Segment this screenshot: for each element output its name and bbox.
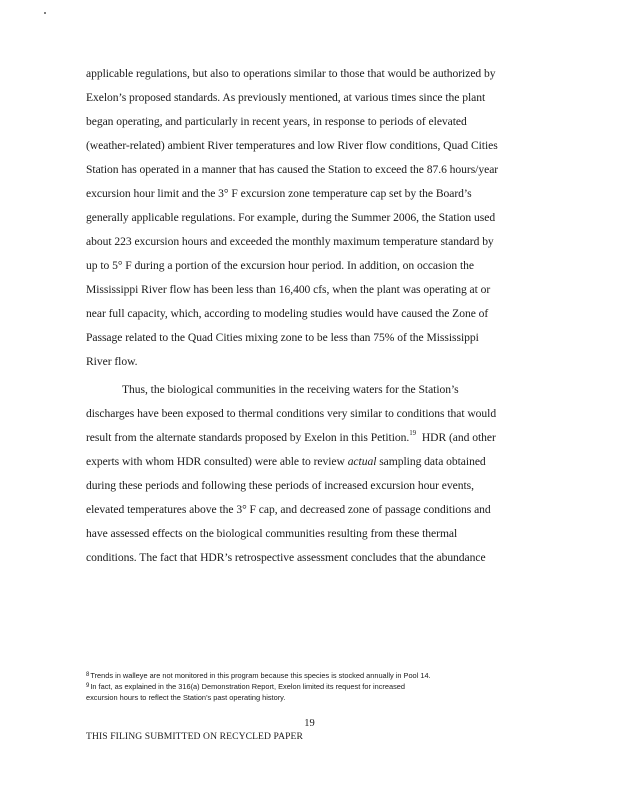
body-text: [86, 62, 534, 570]
body-line: applicable regulations, but also to operations similar to those that would be authorized by: [86, 67, 496, 80]
body-line: near full capacity, which, according to modeling studies would have caused the Zone of: [86, 307, 489, 320]
footnote-text: Trends in walleye are not monitored in this program because this species is stocked annually in Pool 14.: [90, 671, 431, 680]
body-line: elevated temperatures above the 3° F cap, and decreased zone of passage conditions and: [86, 503, 491, 516]
scan-speck: [44, 12, 46, 14]
footnote-reference: 19: [409, 429, 417, 438]
body-line: Mississippi River flow has been less than 16,400 cfs, when the plant was operating at or: [86, 283, 491, 296]
body-line: [86, 426, 534, 450]
footnote: [86, 682, 534, 693]
body-line: [86, 450, 534, 474]
body-line: about 223 excursion hours and exceeded the monthly maximum temperature standard by: [86, 235, 494, 248]
footer-notice: THIS FILING SUBMITTED ON RECYCLED PAPER: [86, 731, 304, 742]
body-text-span: HDR (and other: [416, 431, 496, 444]
page-number: 19: [304, 718, 315, 729]
body-text-span: sampling data obtained: [376, 455, 486, 468]
body-line: generally applicable regulations. For example, during the Summer 2006, the Station used: [86, 211, 496, 224]
footnote-continuation: excursion hours to reflect the Station’s past operating history.: [86, 693, 286, 702]
body-line: River flow.: [86, 355, 138, 368]
emphasis-text: actual: [347, 455, 377, 468]
footnote-text: In fact, as explained in the 316(a) Demonstration Report, Exelon limited its request for increased: [90, 682, 406, 691]
body-line: up to 5° F during a portion of the excursion hour period. In addition, on occasion the: [86, 259, 475, 272]
footnotes: [86, 671, 534, 703]
body-line: conditions. The fact that HDR’s retrospective assessment concludes that the abundance: [86, 551, 486, 564]
body-line: excursion hour limit and the 3° F excursion zone temperature cap set by the Board’s: [86, 187, 472, 200]
footnote-mark: 9: [86, 683, 90, 689]
body-line: Thus, the biological communities in the receiving waters for the Station’s: [122, 383, 459, 396]
footnote: [86, 671, 534, 682]
body-line: began operating, and particularly in recent years, in response to periods of elevated: [86, 115, 467, 128]
footnote-mark: 8: [86, 672, 90, 678]
body-line: have assessed effects on the biological communities resulting from these thermal: [86, 527, 458, 540]
body-line: (weather-related) ambient River temperatures and low River flow conditions, Quad Cities: [86, 139, 498, 152]
body-text-span: result from the alternate standards proposed by Exelon in this Petition.: [86, 431, 410, 444]
body-text-span: experts with whom HDR consulted) were able to review: [86, 455, 348, 468]
body-line: Passage related to the Quad Cities mixing zone to be less than 75% of the Mississippi: [86, 331, 479, 344]
body-line: during these periods and following these periods of increased excursion hour events,: [86, 479, 474, 492]
body-line: Station has operated in a manner that has caused the Station to exceed the 87.6 hours/year: [86, 163, 499, 176]
body-line: Exelon’s proposed standards. As previously mentioned, at various times since the plant: [86, 91, 486, 104]
body-line: discharges have been exposed to thermal conditions very similar to conditions that would: [86, 407, 497, 420]
